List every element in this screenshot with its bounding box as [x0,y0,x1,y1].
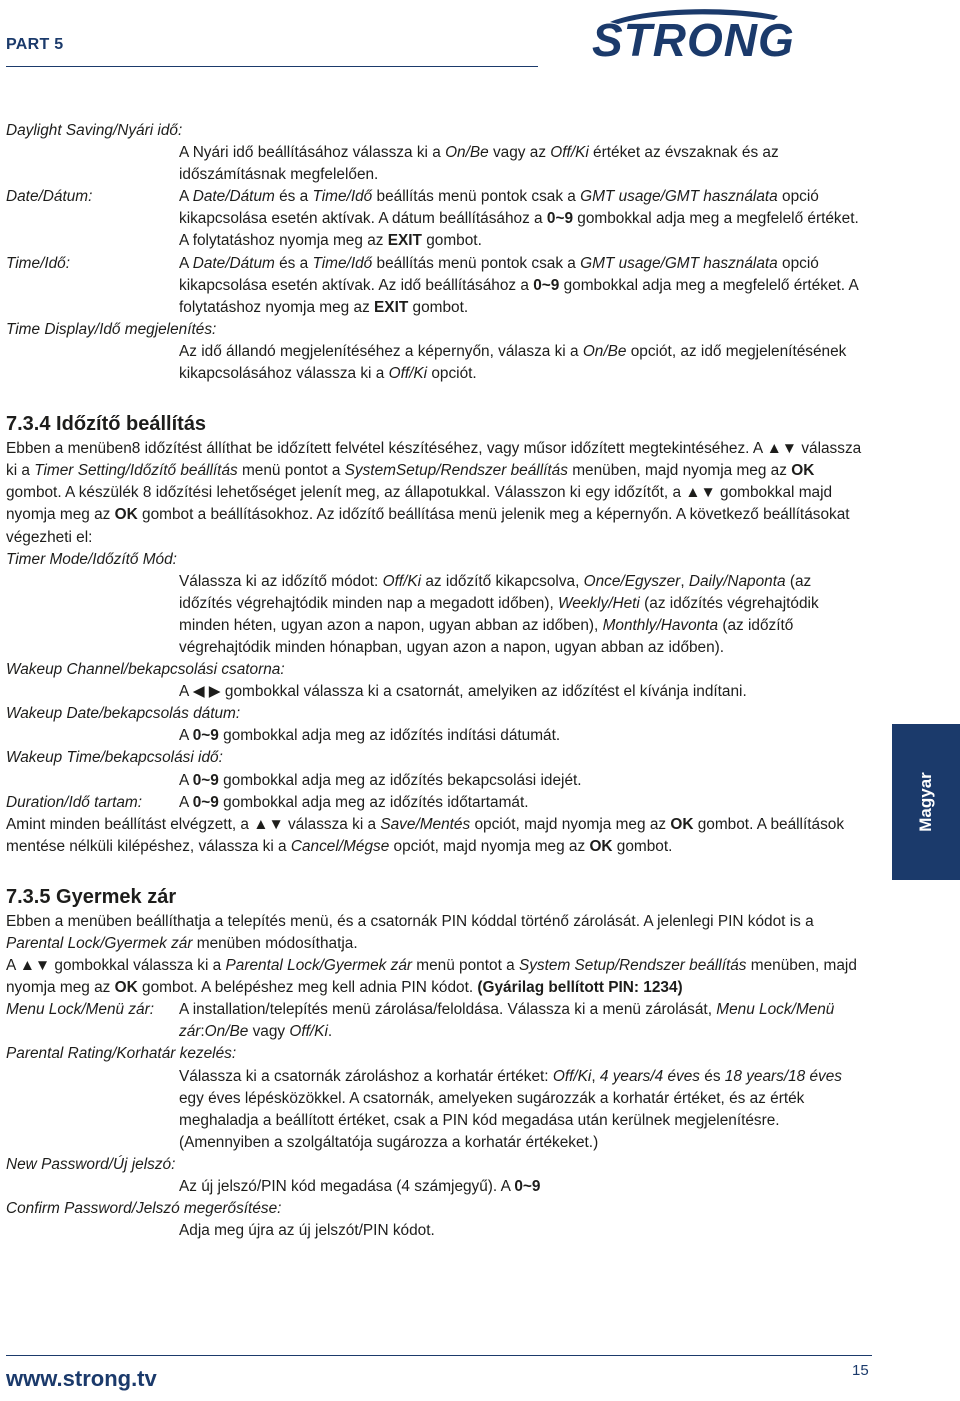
text-run: SystemSetup/Rendszer beállítás [344,462,568,480]
setting-label: Parental Rating/Korhatár kezelés: [6,1045,237,1063]
text-run: OK [791,462,815,480]
text-run: (az időzítő végrehajtódik minden hónapban, ugyan azon a napon, ugyan abban az időben). [179,616,794,656]
text-run: A ▲▼ gombokkal válassza ki a [6,957,226,975]
text-run: 0~9 [192,771,219,789]
text-run: , [591,1067,600,1085]
setting-entry [6,1154,868,1198]
text-run: Adja meg újra az új jelszót/PIN kódot. [179,1222,435,1240]
setting-label: Date/Dátum: [6,188,93,206]
paragraph [6,911,868,955]
spacer [6,385,868,399]
setting-entry [6,747,868,791]
text-run: Date/Dátum [192,254,275,272]
text-run: , [680,572,689,590]
spacer [6,858,868,872]
paragraph [6,438,868,548]
setting-entry [6,1198,868,1242]
text-run: 0~9 [192,793,219,811]
document-body [6,120,868,1242]
text-run: opció kikapcsolása esetén aktívak. A dátum beállításához a [179,188,819,228]
section-heading: 7.3.4 Időzítő beállítás [6,413,207,436]
paragraph [6,955,868,999]
text-run: vagy az [488,144,551,162]
text-run: gombot. [612,837,673,855]
text-run: 0~9 [533,276,560,294]
text-run: Timer Setting/Időzítő beállítás [34,462,238,480]
setting-entry [6,659,868,703]
text-run: opciót, majd nyomja meg az [470,815,671,833]
setting-label: New Password/Új jelszó: [6,1155,176,1173]
text-run: menüben, majd nyomja meg az [6,957,857,997]
setting-description [179,1176,868,1198]
text-run: (Gyárilag bellított PIN: 1234) [477,979,683,997]
page-number: 15 [852,1362,869,1379]
text-run: menüben módosíthatja. [192,935,358,952]
text-run: Válassza ki az időzítő módot: [179,572,383,590]
setting-label: Time/Idő: [6,254,71,272]
text-run: gombot. A készülék 8 időzítési lehetőséget jelenít meg, az állapotukkal. Válasszon ki egy időzítőt, a ▲▼ gombokkal majd nyomja meg az [6,484,833,524]
text-run: Ebben a menüben beállíthatja a telepítés menü, és a csatornák PIN kóddal történő zárolását. A jelenlegi PIN kódot is a [6,912,814,930]
text-run: gombokkal adja meg az időzítés időtartamát. [218,793,529,811]
text-run: OK [670,815,694,833]
text-run: gombot. A belépéshez meg kell adnia PIN kódot. [137,979,478,997]
text-run: EXIT [387,232,422,250]
text-run: A [179,727,193,745]
text-run: Once/Egyszer [583,572,681,590]
text-run: menüben, majd nyomja meg az [567,462,792,480]
text-run: A ◀ ▶ gombokkal válassza ki a csatornát, amelyiken az időzítést el kívánja indítani. [179,683,747,701]
text-run: Off/Ki [388,365,428,383]
text-run: gombot. A beállítások mentése nélküli kilépéshez, válassza ki a [6,815,845,855]
setting-label: Confirm Password/Jelszó megerősítése: [6,1200,282,1218]
setting-entry [6,253,868,319]
text-run: On/Be [204,1023,249,1041]
setting-description [179,1220,868,1242]
setting-description [179,792,868,814]
text-run: 4 years/4 éves [599,1067,700,1085]
setting-description [179,341,868,385]
part-label: PART 5 [6,36,64,53]
text-run: Monthly/Havonta [602,616,719,634]
text-run: Az új jelszó/PIN kód megadása (4 számjegyű). A [179,1178,515,1196]
text-run: gombot a beállításokhoz. Az időzítő beállítása menü jelenik meg a képernyőn. A következő beállításokat végezheti el: [6,506,850,546]
setting-description [179,253,868,319]
footer-website[interactable]: www.strong.tv [6,1366,157,1391]
text-run: A installation/telepítés menü zárolása/feloldása. Válassza ki a menü zárolását, [179,1001,717,1019]
text-run: . [327,1023,333,1041]
text-run: (az időzítés végrehajtódik minden héten, ugyan azon a napon, ugyan abban az időben), [179,594,819,634]
strong-logo [588,8,878,62]
setting-entry [6,1043,868,1153]
header-divider [6,66,538,67]
text-run: 0~9 [546,210,573,228]
text-run: és a [274,188,313,206]
text-run: A [179,188,193,206]
text-run: OK [114,506,138,524]
text-run: A [179,793,193,811]
setting-description [179,571,868,659]
language-tab [892,724,960,880]
setting-entry [6,120,868,186]
text-run: opció kikapcsolása esetén aktívak. Az idő beállításához a [179,254,819,294]
text-run: Weekly/Heti [558,594,640,612]
text-run: Parental Lock/Gyermek zár [6,935,193,952]
text-run: Parental Lock/Gyermek zár [225,957,412,975]
text-run: OK [589,837,613,855]
setting-description [179,681,868,703]
setting-description [179,186,868,252]
text-run: egy éves lépésközökkel. A csatornák, amelyeken sugározzák a korhatár értéket, és az érték meghaladja a beállított értéket, csak a PIN kód megadása után kerülnek megjelenítésre. (Amennyiben a szolgáltatója sugározza a korhatár értékeket.) [179,1089,805,1151]
svg-text:STRONG: STRONG [592,14,795,62]
language-tab-label: Magyar [916,772,935,832]
text-run: (az időzítés végrehajtódik minden nap a megadott időben), [179,572,812,612]
text-run: beállítás menü pontok csak a [372,254,581,272]
text-run: EXIT [374,298,409,316]
setting-description [179,142,868,186]
text-run: OK [114,979,138,997]
text-run: beállítás menü pontok csak a [372,188,581,206]
text-run: Válassza ki a csatornák zároláshoz a korhatár értéket: [179,1067,553,1085]
text-run: 0~9 [192,727,219,745]
text-run: A [179,771,193,789]
setting-label: Menu Lock/Menü zár: [6,1001,154,1019]
text-run: Off/Ki [550,144,589,162]
text-run: Az idő állandó megjelenítéséhez a képernyőn, válasza ki a [179,342,583,360]
setting-label: Duration/Idő tartam: [6,793,143,811]
text-run: : [200,1023,205,1041]
setting-label: Wakeup Channel/bekapcsolási csatorna: [6,661,285,679]
text-run: értéket az évszaknak és az időszámításnak megfelelően. [179,144,779,184]
setting-entry [6,319,868,385]
text-run: gombokkal adja meg az időzítés bekapcsolási idejét. [218,771,582,789]
text-run: és a [274,254,313,272]
setting-entry [6,186,868,252]
text-run: Off/Ki [552,1067,592,1085]
text-run: gombokkal adja meg a megfelelő értéket. A folytatáshoz nyomja meg az [179,276,858,316]
text-run: menü pontot a [412,957,519,975]
text-run: Menu Lock/Menü zár [179,1001,835,1041]
paragraph [6,814,868,858]
setting-description [179,770,868,792]
text-run: az időzítő kikapcsolva, [421,572,584,590]
text-run: Off/Ki [289,1023,328,1041]
text-run: Save/Mentés [380,815,471,833]
text-run: GMT usage/GMT használata [580,254,778,272]
text-run: Time/Idő [312,188,373,206]
text-run: és [699,1067,725,1085]
text-run: On/Be [445,144,489,162]
text-run: GMT usage/GMT használata [580,188,778,206]
text-run: gombot. [408,298,469,316]
text-run: opciót, majd nyomja meg az [389,837,590,855]
setting-description [179,725,868,747]
section-heading: 7.3.5 Gyermek zár [6,885,177,908]
setting-entry [6,549,868,659]
setting-label: Daylight Saving/Nyári idő: [6,122,183,139]
text-run: menü pontot a [237,462,345,480]
setting-entry [6,703,868,747]
text-run: A Nyári idő beállításához válassza ki a [179,144,446,162]
setting-description [179,999,868,1043]
text-run: Daily/Naponta [688,572,786,590]
setting-label: Wakeup Date/bekapcsolás dátum: [6,705,241,723]
text-run: gombokkal adja meg az időzítés indítási dátumát. [218,727,561,745]
text-run: System Setup/Rendszer beállítás [518,957,747,975]
setting-entry [6,999,868,1043]
footer-divider [6,1355,872,1356]
text-run: gombot. [421,232,482,250]
text-run: Time/Idő [312,254,373,272]
text-run: vagy [248,1023,290,1041]
text-run: 18 years/18 éves [724,1067,843,1085]
text-run: Amint minden beállítást elvégzett, a ▲▼ válassza ki a [6,815,381,833]
text-run: Cancel/Mégse [290,837,390,855]
text-run: Off/Ki [382,572,422,590]
setting-label: Time Display/Idő megjelenítés: [6,320,217,338]
text-run: On/Be [582,342,627,360]
text-run: A [179,254,193,272]
text-run: Ebben a menüben8 időzítést állíthat be időzített felvétel készítéséhez, vagy műsor időzített megtekintéséhez. A ▲▼ válassza ki a [6,440,862,480]
setting-entry [6,792,868,814]
text-run: opciót. [427,365,477,383]
setting-description [179,1066,868,1154]
text-run: gombokkal adja meg a megfelelő értéket. A folytatáshoz nyomja meg az [179,210,859,250]
text-run: Date/Dátum [192,188,275,206]
setting-label: Wakeup Time/bekapcsolási idő: [6,749,223,767]
text-run: 0~9 [514,1178,541,1196]
setting-label: Timer Mode/Időzítő Mód: [6,550,177,568]
text-run: opciót, az idő megjelenítésének kikapcsolásához válassza ki a [179,342,847,383]
